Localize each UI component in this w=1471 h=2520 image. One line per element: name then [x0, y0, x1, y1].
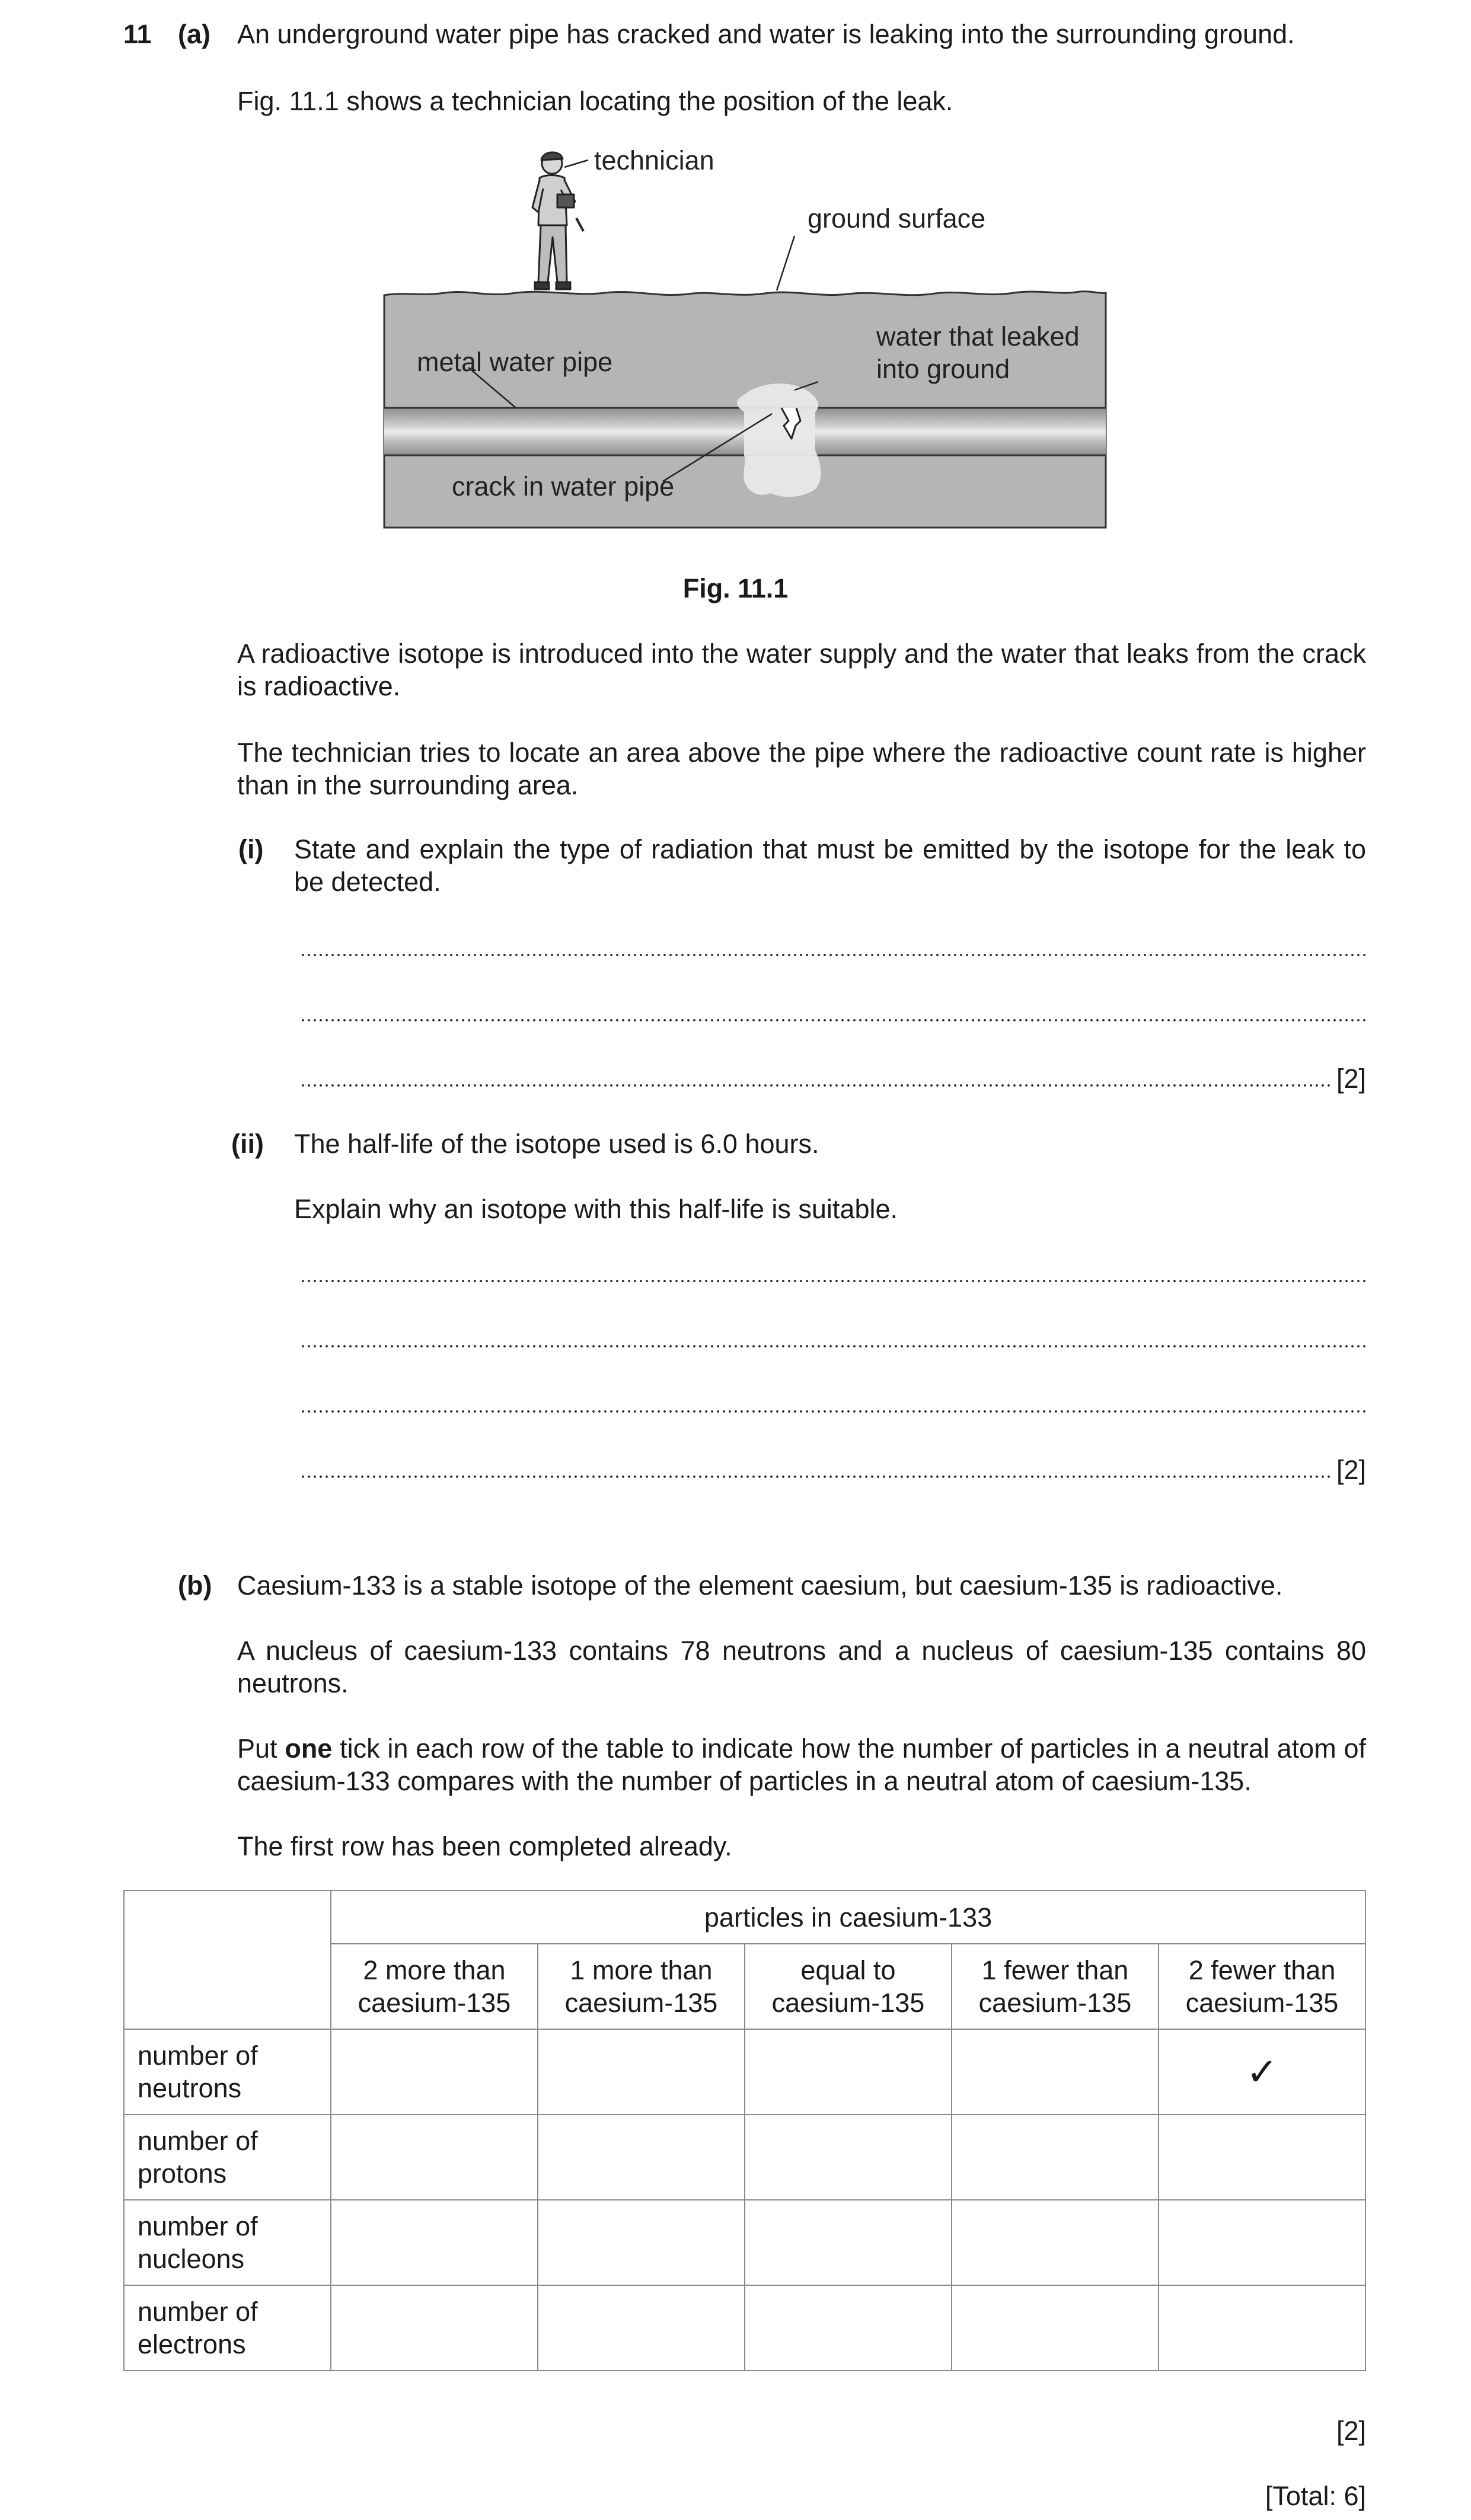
part-b-label: (b) [178, 1570, 212, 1601]
label-water-leaked-line2: into ground [876, 354, 1010, 384]
part-a-label: (a) [178, 19, 210, 49]
part-b-neutrons: A nucleus of caesium-133 contains 78 neutrons and a nucleus of caesium-135 contains 80 neutrons. [237, 1636, 1366, 1698]
table-group-header: particles in caesium-133 [331, 1890, 1365, 1944]
tick-cell[interactable] [538, 2285, 745, 2371]
emphasis-one: one [285, 1733, 333, 1764]
col-header-2-more: 2 more than caesium-135 [331, 1944, 538, 2029]
col-header-2-fewer: 2 fewer than caesium-135 [1159, 1944, 1365, 2029]
answer-line-ii-4[interactable] [300, 1454, 1366, 1486]
answer-line-ii-3[interactable] [300, 1388, 1366, 1421]
row-label-neutrons: number of neutrons [124, 2029, 331, 2115]
col-header-1-more: 1 more than caesium-135 [538, 1944, 745, 2029]
row-label-electrons: number of electrons [124, 2285, 331, 2371]
label-ground-surface: ground surface [808, 203, 986, 234]
marks-ii: [2] [1336, 1455, 1366, 1485]
marks-b: [2] [1336, 2416, 1366, 2446]
figure-intro: Fig. 11.1 shows a technician locating the position of the leak. [237, 86, 953, 116]
tick-cell[interactable] [952, 2029, 1159, 2115]
table-row-neutrons [124, 2029, 1365, 2115]
tick-cell[interactable] [952, 2285, 1159, 2371]
sub-ii-label: (ii) [231, 1129, 264, 1159]
label-crack: crack in water pipe [452, 471, 675, 502]
paragraph-isotope: A radioactive isotope is introduced into the water supply and the water that leaks from the crack is radioactive. [237, 638, 1366, 701]
table-corner-cell [124, 1890, 331, 2029]
answer-line-ii-1[interactable] [300, 1258, 1366, 1291]
row-label-protons: number of protons [124, 2115, 331, 2200]
table-row-nucleons [124, 2200, 1365, 2285]
leaked-water-patch [737, 384, 821, 497]
total-marks: [Total: 6] [1265, 2481, 1366, 2511]
question-number: 11 [123, 19, 152, 49]
part-b-first-row-note: The first row has been completed already. [237, 1831, 732, 1861]
tick-cell[interactable] [538, 2200, 745, 2285]
paragraph-technician: The technician tries to locate an area above the pipe where the radioactive count rate is higher than in the surrounding area. [237, 737, 1366, 800]
table-row-protons [124, 2115, 1365, 2200]
part-b-instruction: Put one tick in each row of the table to indicate how the number of particles in a neutral atom of caesium-133 compares with the number of particles in a neutral atom of caesium-135. [237, 1733, 1366, 1796]
label-technician: technician [594, 145, 714, 175]
tick-cell[interactable] [331, 2029, 538, 2115]
tick-cell[interactable] [1159, 2115, 1365, 2200]
part-a-intro: An underground water pipe has cracked and water is leaking into the surrounding ground. [237, 19, 1295, 49]
tick-cell[interactable] [331, 2285, 538, 2371]
technician-figure [532, 152, 583, 289]
row-label-nucleons: number of nucleons [124, 2200, 331, 2285]
tick-mark-neutrons: ✓ [1159, 2029, 1365, 2115]
sub-ii-question: Explain why an isotope with this half-life is suitable. [294, 1194, 898, 1224]
table-row-electrons [124, 2285, 1365, 2371]
tick-cell[interactable] [745, 2200, 952, 2285]
figure-caption: Fig. 11.1 [682, 573, 789, 603]
answer-line-i-1[interactable] [300, 932, 1366, 964]
tick-cell[interactable] [1159, 2200, 1365, 2285]
tick-cell[interactable] [1159, 2285, 1365, 2371]
col-header-1-fewer: 1 fewer than caesium-135 [952, 1944, 1159, 2029]
tick-cell[interactable] [952, 2200, 1159, 2285]
sub-i-label: (i) [238, 834, 264, 864]
tick-cell[interactable] [952, 2115, 1159, 2200]
comparison-table [123, 1890, 1366, 2371]
marks-i: [2] [1336, 1063, 1366, 1094]
col-header-equal: equal to caesium-135 [745, 1944, 952, 2029]
tick-cell[interactable] [745, 2029, 952, 2115]
answer-line-i-3[interactable] [300, 1062, 1366, 1095]
tick-cell[interactable] [745, 2115, 952, 2200]
tick-cell[interactable] [538, 2115, 745, 2200]
tick-cell[interactable] [331, 2115, 538, 2200]
label-water-leaked-line1: water that leaked [876, 321, 1080, 352]
sub-ii-halflife: The half-life of the isotope used is 6.0 hours. [294, 1129, 819, 1159]
answer-line-i-2[interactable] [300, 997, 1366, 1030]
part-b-stable: Caesium-133 is a stable isotope of the element caesium, but caesium-135 is radioactive. [237, 1570, 1283, 1601]
sub-i-question: State and explain the type of radiation that must be emitted by the isotope for the leak to be detected. [294, 834, 1366, 897]
label-metal-water-pipe: metal water pipe [417, 347, 613, 377]
tick-cell[interactable] [745, 2285, 952, 2371]
answer-line-ii-2[interactable] [300, 1323, 1366, 1356]
tick-cell[interactable] [538, 2029, 745, 2115]
tick-cell[interactable] [331, 2200, 538, 2285]
